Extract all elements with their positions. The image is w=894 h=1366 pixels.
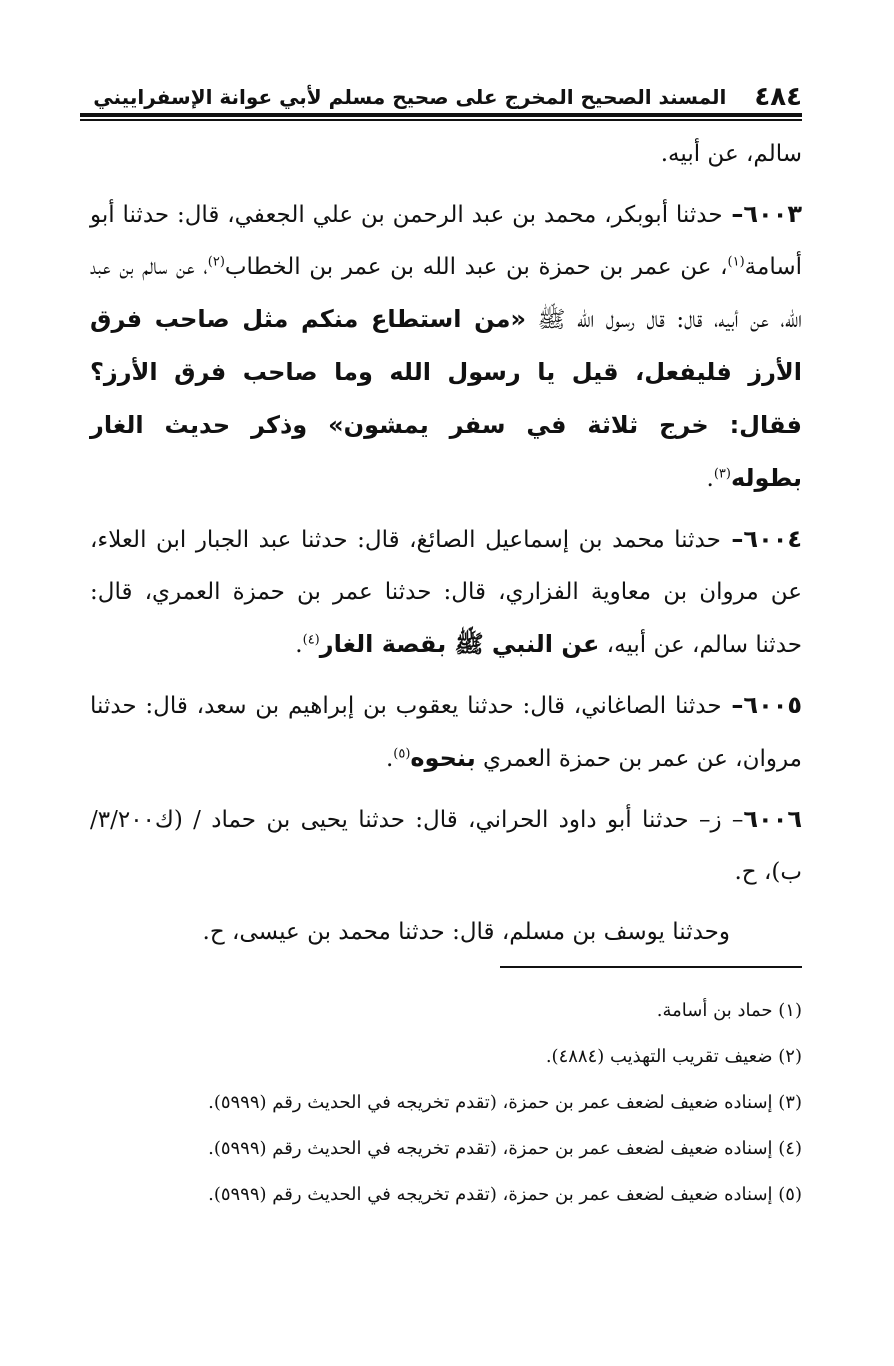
hadith-dash: –	[722, 200, 744, 228]
hadith-dash: –	[721, 691, 744, 719]
footnote-ref[interactable]: (٣)	[713, 466, 731, 482]
sentence-end: .	[295, 632, 303, 658]
running-title: المسند الصحيح المخرج على صحيح مسلم لأبي عوانة الإسفراييني	[93, 85, 727, 109]
sentence-end: .	[706, 466, 714, 492]
hadith-isnad-cont: ، عن عمر بن حمزة بن عبد الله بن عمر بن الخطاب	[224, 254, 728, 280]
footnote-ref[interactable]: (٥)	[393, 746, 411, 762]
page-number: ٤٨٤	[754, 82, 802, 112]
hadith-6003	[90, 188, 802, 505]
paragraph-additional-chain: وحدثنا يوسف بن مسلم، قال: حدثنا محمد بن عيسى، ح.	[202, 919, 730, 945]
sentence-end: .	[385, 746, 394, 772]
hadith-6004	[90, 513, 802, 671]
page-header	[93, 72, 802, 112]
hadith-number: ٦٠٠٦	[743, 805, 802, 833]
hadith-isnad: حدثنا أبوبكر، محمد بن عبد الرحمن بن علي الجعفي، قال: حدثنا أبو أسامة	[90, 202, 802, 280]
hadith-dash: –	[720, 525, 744, 553]
hadith-matn-bold: بنحوه	[410, 744, 476, 772]
footnote-ref[interactable]: (١)	[727, 254, 745, 270]
hadith-isnad: حدثنا محمد بن إسماعيل الصائغ، قال: حدثنا عبد الجبار ابن العلاء، عن مروان بن معاوية الفزاري، قال: حدثنا عمر بن حمزة العمري، قال: حدثنا سالم، عن أبيه،	[90, 527, 802, 658]
header-rule-thin	[80, 119, 802, 121]
footnote-4: (٤) إسناده ضعيف لضعف عمر بن حمزة، (تقدم تخريجه في الحديث رقم (٥٩٩٩).	[208, 1138, 802, 1159]
header-rule-thick	[80, 113, 802, 117]
hadith-matn-bold: «من استطاع منكم مثل صاحب فرق الأرز فليفعل، قيل يا رسول الله وما صاحب فرق الأرز؟ فقال: خرج ثلاثة في سفر يمشون» وذكر حديث الغار بطوله	[90, 305, 802, 492]
hadith-number: ٦٠٠٣	[743, 200, 802, 228]
hadith-number: ٦٠٠٥	[743, 691, 803, 719]
hadith-number: ٦٠٠٤	[743, 525, 803, 553]
paragraph-continuation: سالم، عن أبيه.	[660, 141, 802, 167]
hadith-6005	[90, 679, 802, 785]
hadith-isnad: حدثنا الصاغاني، قال: حدثنا يعقوب بن إبراهيم بن سعد، قال: حدثنا مروان، عن عمر بن حمزة العمري	[90, 693, 802, 772]
footnote-3: (٣) إسناده ضعيف لضعف عمر بن حمزة، (تقدم تخريجه في الحديث رقم (٥٩٩٩).	[208, 1092, 802, 1113]
main-text	[90, 128, 802, 966]
footnotes	[90, 988, 802, 1218]
hadith-6006	[90, 793, 802, 898]
footnote-5: (٥) إسناده ضعيف لضعف عمر بن حمزة، (تقدم تخريجه في الحديث رقم (٥٩٩٩).	[208, 1184, 802, 1205]
footnote-1: (١) حماد بن أسامة.	[656, 1000, 802, 1021]
hadith-matn-bold: عن النبي ﷺ بقصة الغار	[319, 630, 600, 658]
hadith-isnad-cont: ، عن سالم بن عبد الله، عن أبيه، قال: قال رسول الله ﷺ	[90, 254, 802, 333]
footnote-separator	[500, 966, 802, 968]
footnote-ref[interactable]: (٤)	[302, 632, 320, 648]
footnote-2: (٢) ضعيف تقريب التهذيب (٤٨٨٤).	[545, 1046, 802, 1067]
footnote-ref[interactable]: (٢)	[207, 254, 225, 270]
hadith-isnad: – ز– حدثنا أبو داود الحراني، قال: حدثنا يحيى بن حماد / (ك٣/٢٠٠/ب)، ح.	[90, 807, 802, 885]
